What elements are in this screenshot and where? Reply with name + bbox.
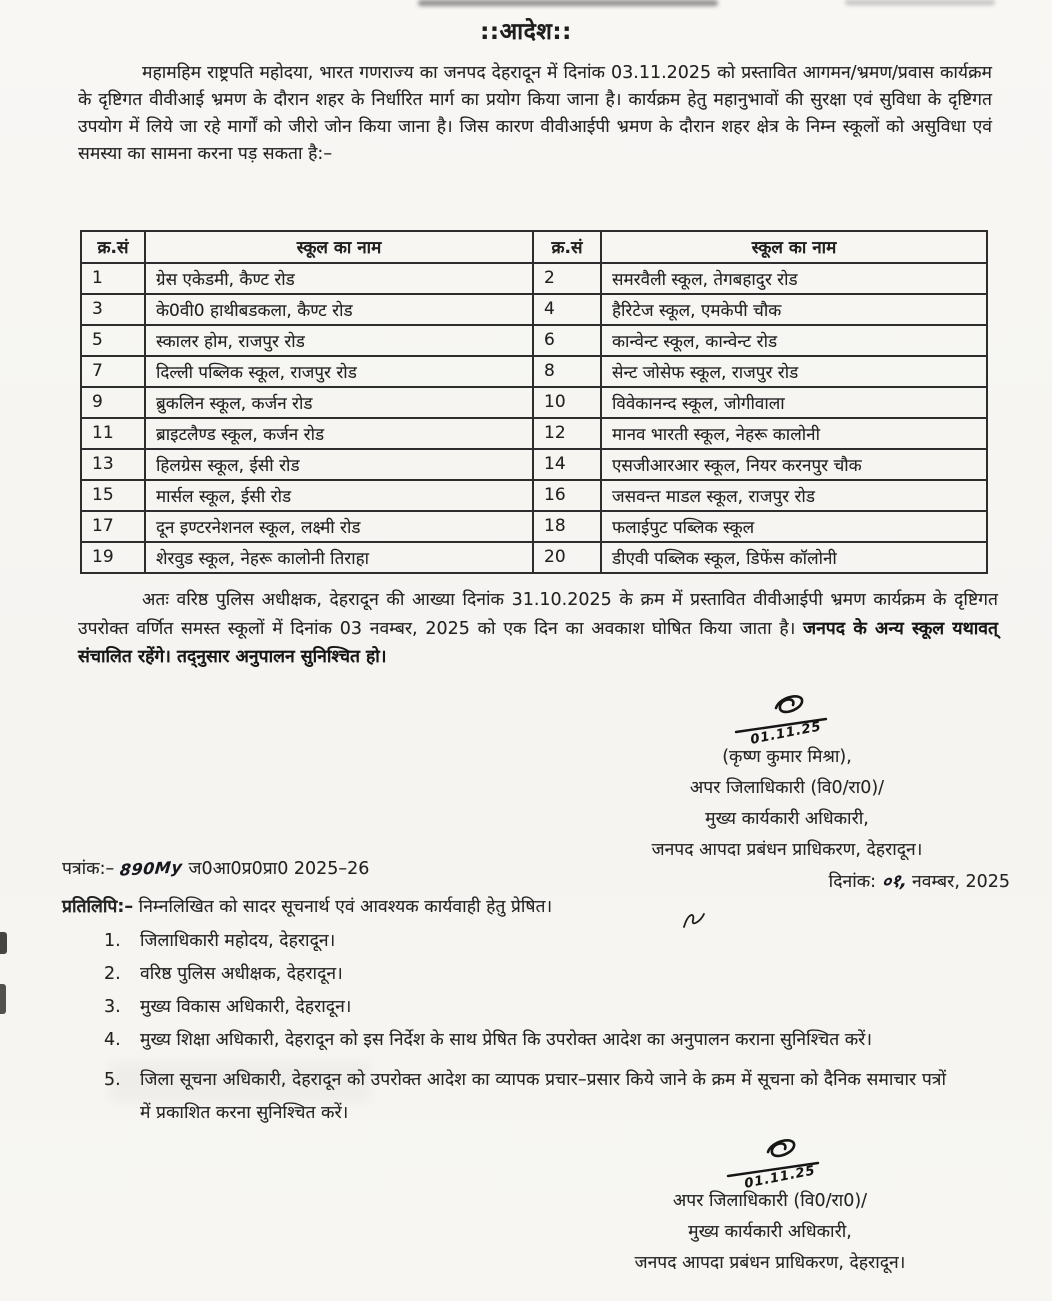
- school-cell: कान्वेन्ट स्कूल, कान्वेन्ट रोड: [601, 325, 987, 356]
- list-item-text: मुख्य विकास अधिकारी, देहरादून।: [140, 997, 352, 1017]
- column-header-school: स्कूल का नाम: [145, 231, 533, 263]
- serial-cell: 14: [533, 449, 601, 480]
- copies-section: [62, 892, 1002, 1130]
- serial-cell: 11: [81, 418, 145, 449]
- date-label: दिनांक:: [828, 872, 882, 892]
- school-cell: समरवैली स्कूल, तेगबहादुर रोड: [601, 263, 987, 294]
- list-item-number: 4.: [104, 1030, 121, 1050]
- school-cell: के0वी0 हाथीबडकला, कैण्ट रोड: [145, 294, 533, 325]
- table-row: [81, 356, 987, 387]
- table-row: [81, 480, 987, 511]
- copies-heading-label: प्रतिलिपि:–: [62, 897, 134, 917]
- serial-cell: 1: [81, 263, 145, 294]
- school-closure-table: [80, 230, 988, 574]
- serial-cell: 19: [81, 542, 145, 573]
- school-cell: जसवन्त माडल स्कूल, राजपुर रोड: [601, 480, 987, 511]
- column-header-serial: क्र.सं: [81, 231, 145, 263]
- signatory-post-2: मुख्य कार्यकारी अधिकारी,: [688, 1222, 852, 1242]
- signatory-post-2: मुख्य कार्यकारी अधिकारी,: [705, 809, 869, 829]
- school-cell: मानव भारती स्कूल, नेहरू कालोनी: [601, 418, 987, 449]
- signature-block-1: [562, 692, 1012, 898]
- school-cell: दिल्ली पब्लिक स्कूल, राजपुर रोड: [145, 356, 533, 387]
- signatory-post-1: अपर जिलाधिकारी (वि0/रा0)/: [689, 778, 885, 798]
- date-rest: नवम्बर, 2025: [906, 872, 1010, 892]
- school-cell: शेरवुड स्कूल, नेहरू कालोनी तिराहा: [145, 542, 533, 573]
- serial-cell: 3: [81, 294, 145, 325]
- table-row: [81, 542, 987, 573]
- serial-cell: 2: [533, 263, 601, 294]
- serial-cell: 9: [81, 387, 145, 418]
- serial-cell: 4: [533, 294, 601, 325]
- serial-cell: 5: [81, 325, 145, 356]
- table-row: [81, 418, 987, 449]
- scan-smudge-top-right: [845, 0, 995, 5]
- school-cell: ग्रेस एकेडमी, कैण्ट रोड: [145, 263, 533, 294]
- signature-scribble-1: [562, 692, 1012, 748]
- table-row: [81, 294, 987, 325]
- serial-cell: 10: [533, 387, 601, 418]
- table-row: [81, 511, 987, 542]
- copies-heading-text: निम्नलिखित को सादर सूचनार्थ एवं आवश्यक कार्यवाही हेतु प्रेषित।: [133, 897, 553, 917]
- list-item-text: मुख्य शिक्षा अधिकारी, देहरादून को इस निर्देश के साथ प्रेषित कि उपरोक्त आदेश का अनुपालन कराना सुनिश्चित करें।: [140, 1030, 872, 1050]
- signatory-name: (कृष्ण कुमार मिश्रा),: [722, 747, 852, 767]
- school-cell: हिलग्रेस स्कूल, ईसी रोड: [145, 449, 533, 480]
- list-item-number: 1.: [104, 931, 121, 951]
- copy-list-item: [62, 958, 1002, 991]
- list-item-text: जिलाधिकारी महोदय, देहरादून।: [140, 931, 336, 951]
- school-cell: ब्राइटलैण्ड स्कूल, कर्जन रोड: [145, 418, 533, 449]
- signature-block-2: [540, 1136, 1000, 1279]
- table-row: [81, 325, 987, 356]
- serial-cell: 17: [81, 511, 145, 542]
- list-item-number: 2.: [104, 964, 121, 984]
- school-cell: मार्सल स्कूल, ईसी रोड: [145, 480, 533, 511]
- scan-smudge-top: [418, 0, 718, 6]
- column-header-serial: क्र.सं: [533, 231, 601, 263]
- signature-scribble-2: [540, 1136, 1000, 1192]
- order-text-emphasis: जनपद के अन्य स्कूल यथावत् संचालित रहेंगे। तद्नुसार अनुपालन सुनिश्चित हो।: [78, 618, 998, 667]
- serial-cell: 20: [533, 542, 601, 573]
- serial-cell: 12: [533, 418, 601, 449]
- school-cell: स्कालर होम, राजपुर रोड: [145, 325, 533, 356]
- copy-list-item: [62, 1024, 1002, 1057]
- handwritten-date-digits: ०१,: [880, 871, 908, 893]
- document-title: ::आदेश::: [480, 19, 572, 45]
- table-row: [81, 449, 987, 480]
- signatory-post-3: जनपद आपदा प्रबंधन प्राधिकरण, देहरादून।: [634, 1253, 906, 1273]
- table-row: [81, 263, 987, 294]
- copies-heading: [62, 892, 1002, 922]
- scan-mark-left-edge: [0, 932, 7, 954]
- school-cell: विवेकानन्द स्कूल, जोगीवाला: [601, 387, 987, 418]
- order-paragraph: [78, 586, 998, 672]
- opening-paragraph: महामहिम राष्ट्रपति महोदया, भारत गणराज्य का जनपद देहरादून में दिनांक 03.11.2025 को प्रस्तावित आगमन/भ्रमण/प्रवास कार्यक्रम के दृष्टिगत वीवीआई भ्रमण के दौरान शहर के निर्धारित मार्ग का प्रयोग किया जाना है। कार्यक्रम हेतु महानुभावों की सुरक्षा एवं सुविधा के दृष्टिगत उपयोग में लिये जा रहे मार्गों को जीरो जोन किया जाना है। जिस कारण वीवीआईपी भ्रमण के दौरान शहर क्षेत्र के निम्न स्कूलों को असुविधा एवं समस्या का सामना करना पड़ सकता है:–: [78, 63, 992, 164]
- serial-cell: 15: [81, 480, 145, 511]
- list-item-number: 3.: [104, 997, 121, 1017]
- letter-number-rest: ज0आ0प्र0प्रा0 2025–26: [188, 859, 370, 879]
- school-cell: हैरिटेज स्कूल, एमकेपी चौक: [601, 294, 987, 325]
- serial-cell: 13: [81, 449, 145, 480]
- serial-cell: 8: [533, 356, 601, 387]
- column-header-school: स्कूल का नाम: [601, 231, 987, 263]
- handwritten-letter-number: 890My: [119, 857, 184, 880]
- school-cell: डीएवी पब्लिक स्कूल, डिफेंस कॉलोनी: [601, 542, 987, 573]
- copy-list-item: [62, 991, 1002, 1024]
- school-cell: ब्रुकलिन स्कूल, कर्जन रोड: [145, 387, 533, 418]
- school-cell: फलाईपुट पब्लिक स्कूल: [601, 511, 987, 542]
- serial-cell: 6: [533, 325, 601, 356]
- order-text: अतः वरिष्ठ पुलिस अधीक्षक, देहरादून की आख्या दिनांक 31.10.2025 के क्रम में प्रस्तावित वीवीआईपी भ्रमण कार्यक्रम के दृष्टिगत उपरोक्त वर्णित समस्त स्कूलों में दिनांक 03 नवम्बर, 2025 को एक दिन का अवकाश घोषित किया जाता है।: [78, 590, 998, 639]
- copy-list-item: [62, 925, 1002, 958]
- list-item-text: जिला सूचना अधिकारी, देहरादून को उपरोक्त आदेश का व्यापक प्रचार–प्रसार किये जाने के क्रम में सूचना को दैनिक समाचार पत्रों में प्रकाशित करना सुनिश्चित करें।: [140, 1070, 946, 1123]
- school-cell: सेन्ट जोसेफ स्कूल, राजपुर रोड: [601, 356, 987, 387]
- table-row: [81, 387, 987, 418]
- signatory-post-3: जनपद आपदा प्रबंधन प्राधिकरण, देहरादून।: [651, 840, 923, 860]
- signatory-post-1: अपर जिलाधिकारी (वि0/रा0)/: [672, 1191, 868, 1211]
- copy-list-item: [62, 1064, 1002, 1130]
- serial-cell: 16: [533, 480, 601, 511]
- letter-number-label: पत्रांक:–: [62, 859, 115, 879]
- table-header-row: [81, 231, 987, 263]
- list-item-number: 5.: [104, 1070, 121, 1090]
- school-cell: एसजीआरआर स्कूल, नियर करनपुर चौक: [601, 449, 987, 480]
- scan-mark-left-edge: [0, 984, 6, 1014]
- handwritten-date-2: 01.11.25: [743, 1163, 817, 1192]
- school-cell: दून इण्टरनेशनल स्कूल, लक्ष्मी रोड: [145, 511, 533, 542]
- serial-cell: 7: [81, 356, 145, 387]
- serial-cell: 18: [533, 511, 601, 542]
- list-item-text: वरिष्ठ पुलिस अधीक्षक, देहरादून।: [140, 964, 343, 984]
- letter-number-line: [62, 856, 369, 880]
- handwritten-date-1: 01.11.25: [749, 719, 823, 748]
